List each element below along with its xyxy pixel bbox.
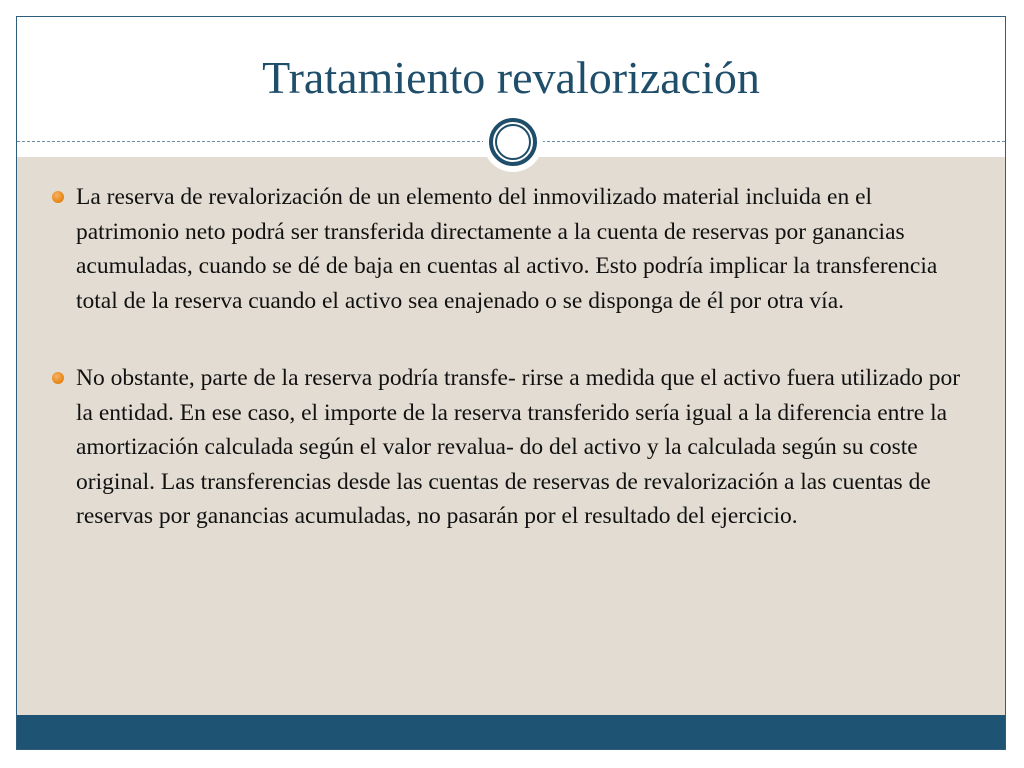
- bullet-text: La reserva de revalorización de un elemento del inmovilizado material incluida en el patrimonio neto podrá ser transferida directamente a la cuenta de reservas por ganancias acumuladas, cuando se dé de baja en cuentas al activo. Esto podría implicar la transferencia total de la reserva cuando el activo sea enajenado o se disponga de él por otra vía.: [76, 184, 938, 314]
- bullet-list: [49, 180, 979, 534]
- bullet-dot-icon: [52, 372, 64, 384]
- circle-ornament-inner-icon: [495, 124, 531, 160]
- slide: [16, 16, 1006, 750]
- bullet-item: [49, 361, 979, 534]
- bullet-text: No obstante, parte de la reserva podría transfe- rirse a medida que el activo fuera utilizado por la entidad. En ese caso, el importe de la reserva transferido sería igual a la diferencia entre la amortización calculada según el valor revalua- do del activo y la calculada según su coste original. Las transferencias desde las cuentas de reservas de revalorización a las cuentas de reservas por ganancias acumuladas, no pasarán por el resultado del ejercicio.: [76, 365, 961, 529]
- footer-bar: [17, 715, 1005, 749]
- slide-title: Tratamiento revalorización: [262, 52, 760, 103]
- bullet-item: [49, 180, 979, 318]
- bullet-dot-icon: [52, 191, 64, 203]
